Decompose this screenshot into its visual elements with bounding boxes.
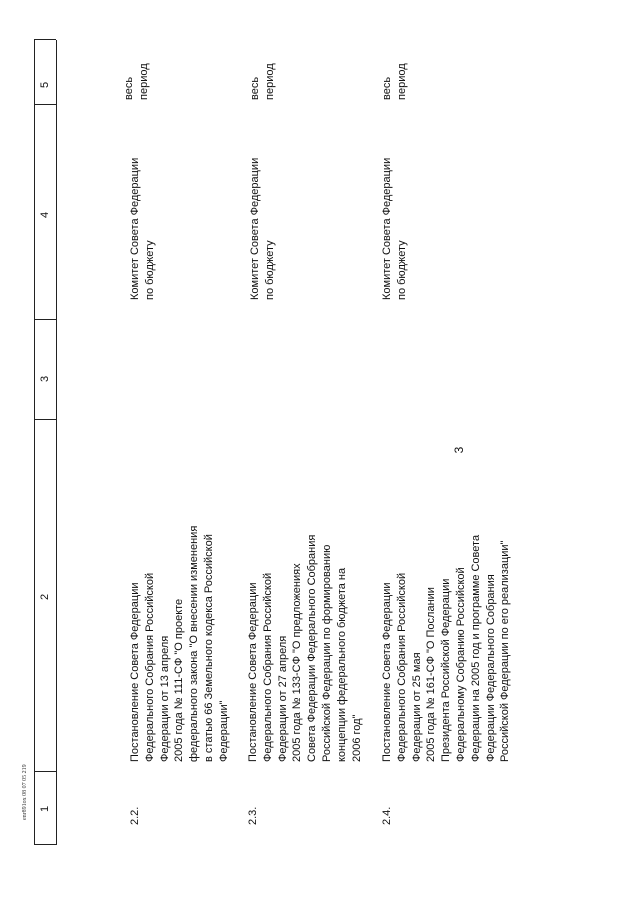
column-divider-4	[34, 104, 56, 105]
row-period: весь период	[123, 63, 150, 100]
row-responsible: Комитет Совета Федерации по бюджету	[381, 157, 408, 300]
row-number: 2.4.	[381, 806, 393, 825]
table-left-border	[34, 844, 56, 845]
table-right-border	[34, 39, 56, 40]
row-description: Постановление Совета Федерации Федерального Собрания Российской Федерации от 27 апреля 2005 года № 133-СФ "О предложениях Совета Федерации Федерального Собрания Российской Федерации по формированию концепции федерального бюджета на 2006 год"	[247, 534, 363, 762]
column-header-2: 2	[39, 593, 51, 600]
row-responsible: Комитет Совета Федерации по бюджету	[129, 157, 156, 300]
table-top-border	[34, 40, 35, 845]
row-period: весь период	[381, 63, 408, 100]
column-header-3: 3	[39, 375, 51, 382]
column-header-1: 1	[39, 805, 51, 812]
row-number: 2.3.	[247, 806, 259, 825]
column-header-5: 5	[39, 81, 51, 88]
column-header-4: 4	[39, 211, 51, 218]
column-divider-1	[34, 771, 56, 772]
row-number: 2.2.	[129, 806, 141, 825]
row-responsible: Комитет Совета Федерации по бюджету	[249, 157, 276, 300]
row-description: Постановление Совета Федерации Федерального Собрания Российской Федерации от 13 апреля 2005 года № 111-СФ "О проекте федерального закона "О внесении изменения в статью 66 Земельного кодекса Российской Федерации"	[129, 525, 230, 762]
page-number: 3	[452, 446, 466, 454]
column-divider-3	[34, 319, 56, 320]
column-divider-2	[34, 419, 56, 420]
row-description: Постановление Совета Федерации Федерального Собрания Российской Федерации от 25 мая 2005 года № 161-СФ "О Послании Президента Российской Федерации Федеральному Собранию Российской Федерации на 2005 год и программе Совета Федерации Федерального Собрания Российской Федерации по его реализации"	[381, 534, 512, 762]
table-header-bottom-border	[56, 40, 57, 845]
document-code: enr891ox 08 07 05 219	[22, 764, 28, 820]
row-period: весь период	[249, 63, 276, 100]
